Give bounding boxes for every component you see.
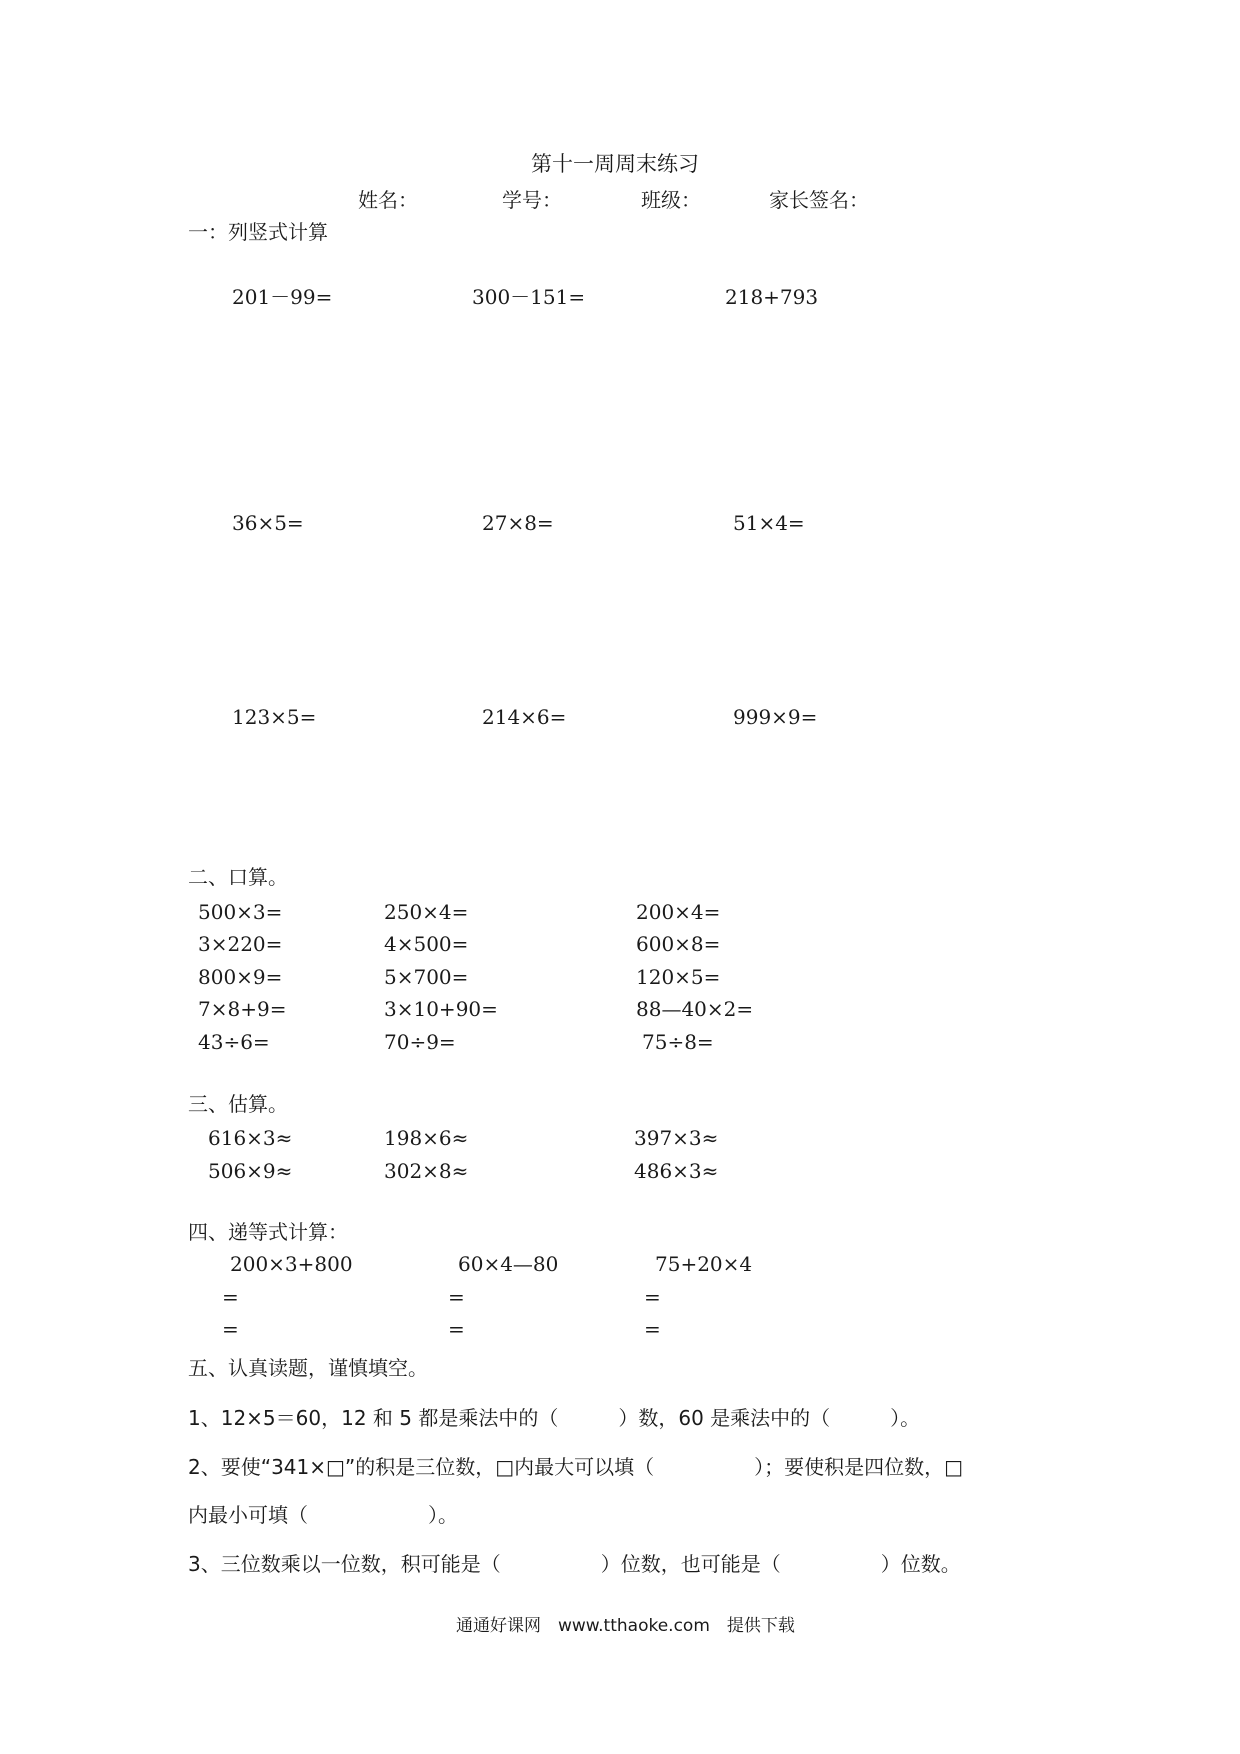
fill-question-2b: 内最小可填（ ）。 bbox=[188, 1503, 458, 1527]
section3-heading: 三、估算。 bbox=[188, 1092, 288, 1116]
section2-heading: 二、口算。 bbox=[188, 865, 288, 889]
s2-problem: 500×3= bbox=[198, 900, 283, 924]
footer-credit: 通通好课网 www.tthaoke.com 提供下载 bbox=[456, 1616, 795, 1636]
s1-problem: 51×4= bbox=[733, 511, 805, 535]
s2-problem: 200×4= bbox=[636, 900, 721, 924]
s1-problem: 999×9= bbox=[733, 705, 818, 729]
s4-problem: 60×4—80 bbox=[458, 1252, 559, 1276]
fill-question-2a: 2、要使“341×□”的积是三位数，□内最大可以填（ ）；要使积是四位数，□ bbox=[188, 1455, 964, 1479]
fill-question-1: 1、12×5＝60，12 和 5 都是乘法中的（ ）数，60 是乘法中的（ ）。 bbox=[188, 1406, 921, 1430]
fill-question-3: 3、三位数乘以一位数，积可能是（ ）位数，也可能是（ ）位数。 bbox=[188, 1552, 961, 1576]
s1-problem: 27×8= bbox=[482, 511, 554, 535]
s4-problem: 75+20×4 bbox=[655, 1252, 753, 1276]
s2-problem: 120×5= bbox=[636, 965, 721, 989]
s2-problem: 3×10+90= bbox=[384, 997, 498, 1021]
student-id-label: 学号： bbox=[502, 188, 562, 212]
s1-problem: 300－151= bbox=[472, 285, 586, 309]
section1-heading: 一：列竖式计算 bbox=[188, 220, 328, 244]
s2-problem: 88—40×2= bbox=[636, 997, 754, 1021]
s3-problem: 506×9≈ bbox=[208, 1159, 293, 1183]
s1-problem: 36×5= bbox=[232, 511, 304, 535]
s2-problem: 600×8= bbox=[636, 932, 721, 956]
s3-problem: 302×8≈ bbox=[384, 1159, 469, 1183]
s2-problem: 43÷6= bbox=[198, 1030, 270, 1054]
name-label: 姓名： bbox=[358, 188, 418, 212]
s1-problem: 218+793 bbox=[725, 285, 819, 309]
s3-problem: 397×3≈ bbox=[634, 1126, 719, 1150]
s4-problem: 200×3+800 bbox=[230, 1252, 353, 1276]
section5-heading: 五、认真读题，谨慎填空。 bbox=[188, 1356, 428, 1380]
s3-problem: 616×3≈ bbox=[208, 1126, 293, 1150]
s1-problem: 123×5= bbox=[232, 705, 317, 729]
s2-problem: 7×8+9= bbox=[198, 997, 287, 1021]
parent-signature-label: 家长签名： bbox=[769, 188, 869, 212]
s1-problem: 214×6= bbox=[482, 705, 567, 729]
s2-problem: 70÷9= bbox=[384, 1030, 456, 1054]
page-title: 第十一周周末练习 bbox=[531, 152, 699, 176]
s2-problem: 250×4= bbox=[384, 900, 469, 924]
equals-sign: = bbox=[644, 1317, 661, 1341]
s3-problem: 198×6≈ bbox=[384, 1126, 469, 1150]
s2-problem: 5×700= bbox=[384, 965, 469, 989]
s3-problem: 486×3≈ bbox=[634, 1159, 719, 1183]
s1-problem: 201－99= bbox=[232, 285, 333, 309]
s2-problem: 3×220= bbox=[198, 932, 283, 956]
equals-sign: = bbox=[644, 1285, 661, 1309]
s2-problem: 4×500= bbox=[384, 932, 469, 956]
class-label: 班级： bbox=[641, 188, 701, 212]
equals-sign: = bbox=[222, 1285, 239, 1309]
s2-problem: 800×9= bbox=[198, 965, 283, 989]
equals-sign: = bbox=[448, 1317, 465, 1341]
section4-heading: 四、递等式计算： bbox=[188, 1220, 348, 1244]
equals-sign: = bbox=[222, 1317, 239, 1341]
s2-problem: 75÷8= bbox=[642, 1030, 714, 1054]
equals-sign: = bbox=[448, 1285, 465, 1309]
